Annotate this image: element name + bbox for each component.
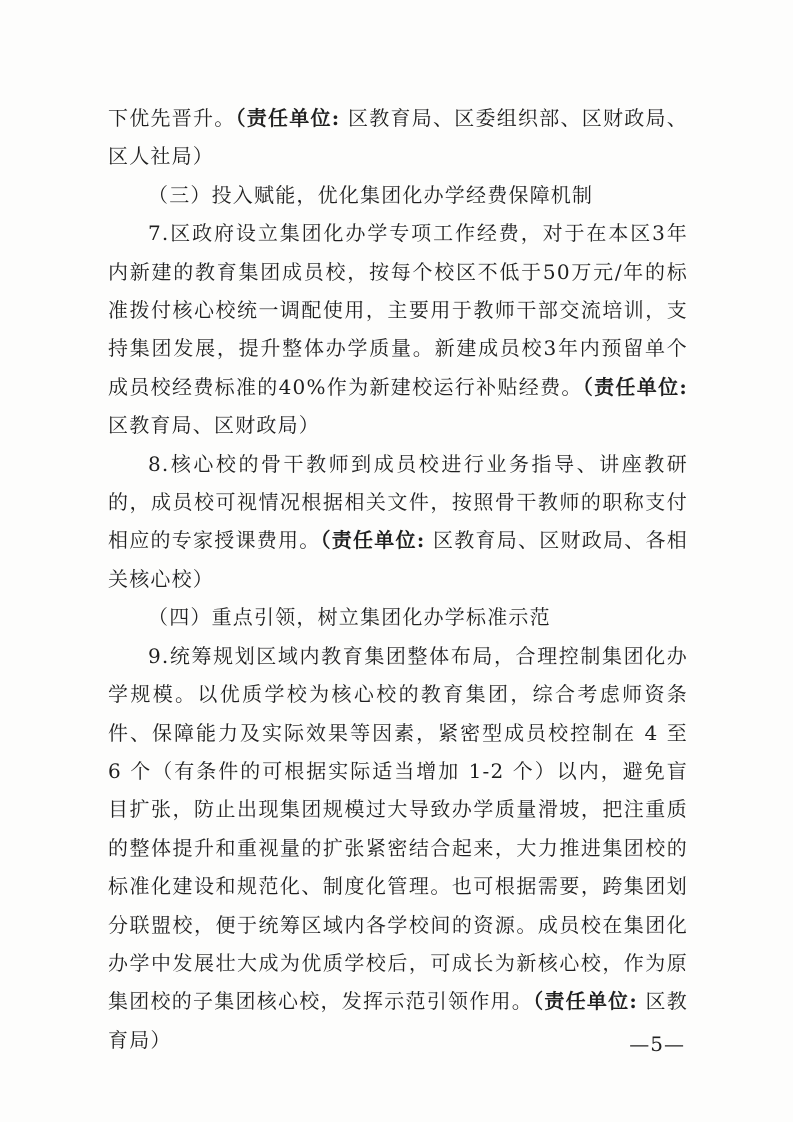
responsibility-label: （责任单位: <box>582 374 688 399</box>
paragraph-item-8 <box>108 445 688 599</box>
responsibility-label: （责任单位: <box>235 106 341 130</box>
responsibility-units: 区教育局、区财政局、各相关核心校） <box>108 528 689 591</box>
responsibility-units: 区教育局、区委组织部、区财政局、区人社局） <box>108 106 688 169</box>
responsibility-units: 区教育局、区财政局） <box>108 413 320 438</box>
paragraph-text: 9.统筹规划区域内教育集团整体布局，合理控制集团化办学规模。以优质学校为核心校的教育集团，综合考虑师资条件、保障能力及实际效果等因素，紧密型成员校控制在 4 至 6 个（有条件的可根据实际适当增加 1-2 个）以内，避免盲目扩张，防止出现集团规模过大导致办学质量滑坡，把注重质的整体提升和重视量的扩张紧密结合起来，大力推进集团校的标准化建设和规范化、制度化管理。也可根据需要，跨集团划分联盟校，便于统筹区域内各学校间的资源。成员校在集团化办学中发展壮大成为优质学校后，可成长为新核心校，作为原集团校的子集团核心校，发挥示范引领作用。 <box>108 643 688 1014</box>
responsibility-units: 区教育局） <box>108 989 689 1052</box>
responsibility-label: （责任单位: <box>320 528 426 553</box>
section-heading-4: （四）重点引领，树立集团化办学标准示范 <box>148 605 551 630</box>
paragraph-text: 下优先晋升。 <box>108 106 236 130</box>
responsibility-label: （责任单位: <box>533 989 638 1014</box>
paragraph-continuation <box>108 99 688 176</box>
paragraph-item-9 <box>108 637 688 1059</box>
page-number: —5— <box>629 1032 685 1056</box>
section-heading-3: （三）投入赋能，优化集团化办学经费保障机制 <box>148 182 594 207</box>
paragraph-text: 7.区政府设立集团化办学专项工作经费，对于在本区3年内新建的教育集团成员校，按每个校区不低于50万元/年的标准拨付核心校统一调配使用，主要用于教师干部交流培训，支持集团发展，提升整体办学质量。新建成员校3年内预留单个成员校经费标准的40%作为新建校运行补贴经费。 <box>108 221 688 399</box>
paragraph-item-7 <box>108 214 688 444</box>
document-body <box>108 99 688 1059</box>
paragraph-text: 8.核心校的骨干教师到成员校进行业务指导、讲座教研的，成员校可视情况根据相关文件，按照骨干教师的职称支付相应的专家授课费用。 <box>108 451 688 553</box>
